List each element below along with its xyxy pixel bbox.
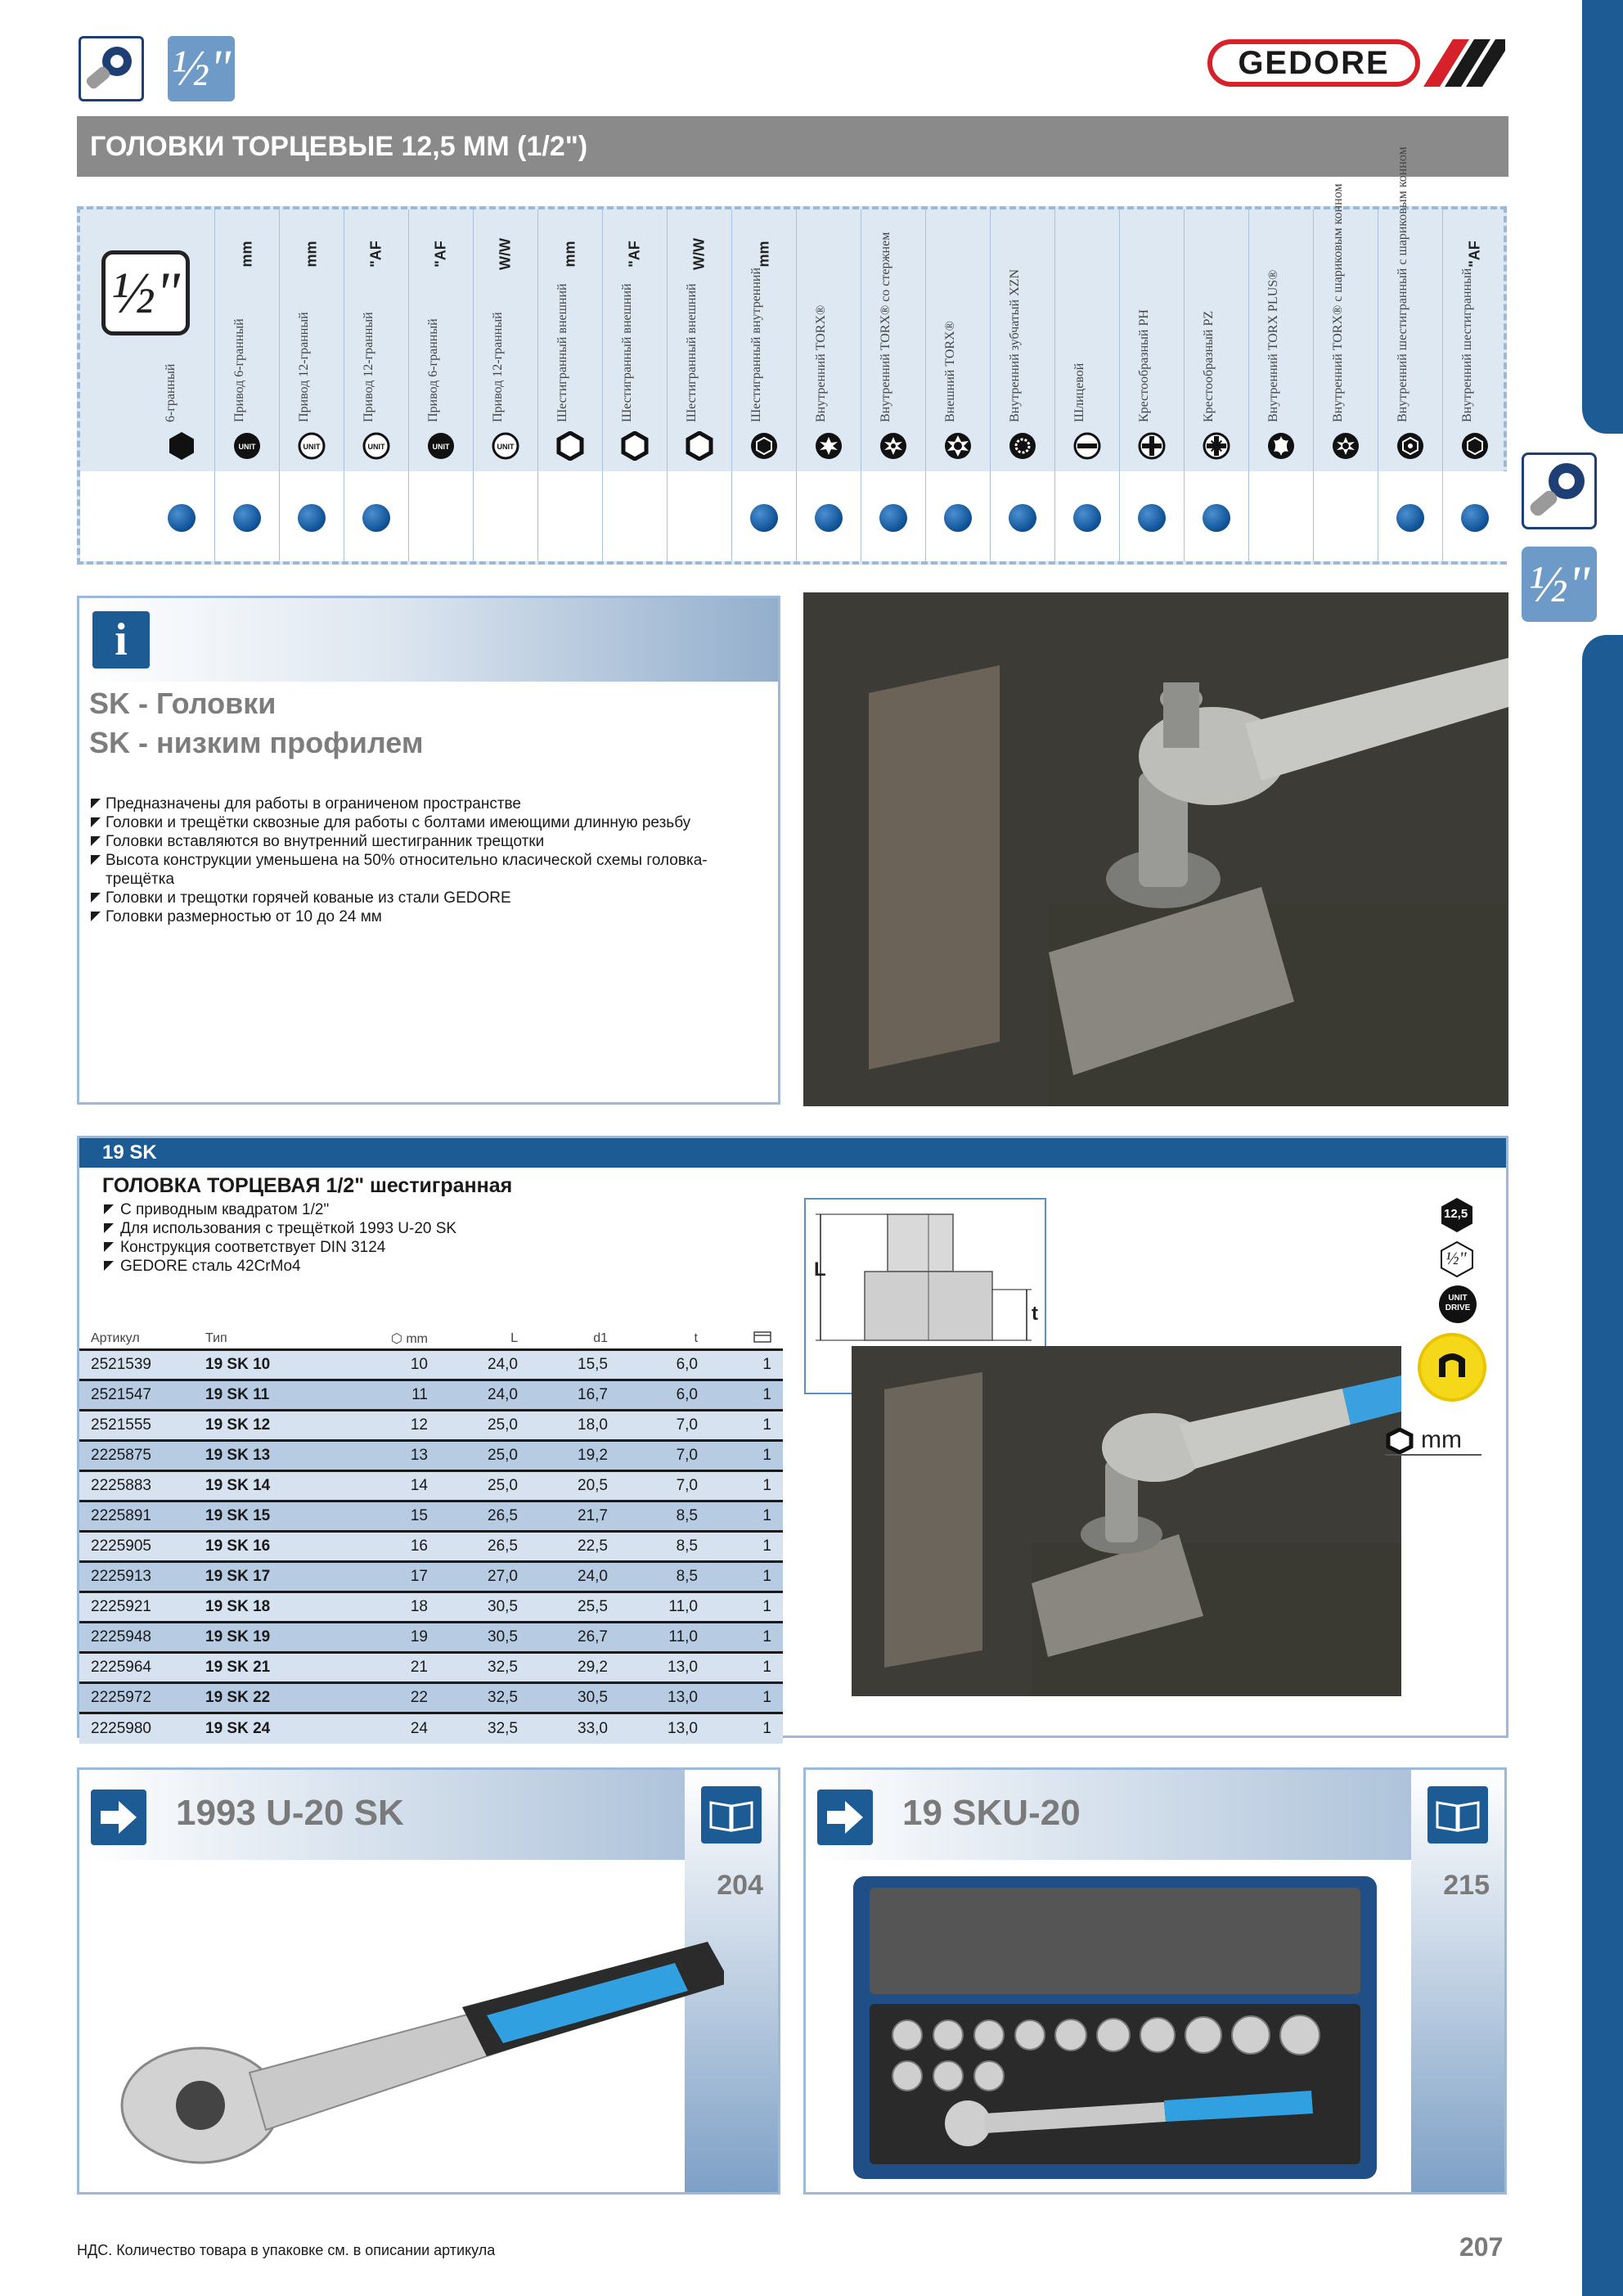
compat-label: Внутренний шестигранный с шариковым конном [1396,146,1409,422]
table-cell: 19 SK 16 [194,1532,357,1562]
gedore-logo: GEDORE [1207,39,1420,87]
table-cell: 2521539 [79,1350,194,1380]
col-depth: t [694,1330,698,1345]
table-cell: 29,2 [529,1653,619,1683]
col-type: Тип [205,1330,227,1345]
gedore-logo-stripes [1423,39,1505,87]
table-header-row [79,1328,783,1350]
compat-column [667,209,731,561]
ratchet-image [102,1925,724,2179]
svg-text:UNIT: UNIT [432,443,450,451]
compat-label: Внутренний TORX® с шариковым конном [1331,183,1345,422]
related-product-card[interactable] [803,1767,1507,2195]
col-length: L [510,1330,518,1345]
available-dot [233,504,261,532]
ratchet-category-icon [79,36,144,101]
table-cell: 19 SK 22 [194,1683,357,1713]
compat-column [925,209,990,561]
product-title: ГОЛОВКА ТОРЦЕВАЯ 1/2" шестигранная [102,1174,513,1197]
table-cell: 1 [709,1501,783,1532]
compat-label: Привод 6-гранный [232,318,246,422]
table-cell: 24 [357,1713,439,1744]
table-cell: 13,0 [619,1713,709,1744]
hex-inner-icon [1459,430,1490,461]
table-cell: 8,5 [619,1501,709,1532]
compat-unit: mm [238,241,255,268]
available-dot [879,504,907,532]
list-item: Для использования с трещёткой 1993 U-20 SK [102,1219,456,1238]
available-dot [1073,504,1101,532]
table-cell: 7,0 [619,1411,709,1441]
catalog-book-icon[interactable] [1427,1786,1488,1844]
table-cell: 20,5 [529,1471,619,1501]
table-cell: 30,5 [439,1592,529,1623]
col-diameter: d1 [593,1330,608,1345]
table-cell: 19 SK 18 [194,1592,357,1623]
table-cell: 2521555 [79,1411,194,1441]
unit-drive-outline-icon [490,430,521,461]
table-cell: 26,5 [439,1532,529,1562]
table-cell: 1 [709,1592,783,1623]
spec-table [79,1328,783,1744]
unit-drive-outline-icon [361,430,392,461]
compat-label: Внутренний шестигранный [1460,268,1474,422]
table-cell: 7,0 [619,1471,709,1501]
compat-unit: mm [303,241,320,268]
table-cell: 19 SK 11 [194,1380,357,1411]
compat-unit: W/W [497,238,514,270]
compat-column [1119,209,1184,561]
table-cell: 19 SK 19 [194,1623,357,1653]
page-title: ГОЛОВКИ ТОРЦЕВЫЕ 12,5 ММ (1/2") [77,116,1508,177]
compat-column [1248,209,1313,561]
table-cell: 19 SK 12 [194,1411,357,1441]
table-cell: 1 [709,1623,783,1653]
table-row [79,1380,783,1411]
table-cell: 2225891 [79,1501,194,1532]
table-cell: 2225964 [79,1653,194,1683]
compat-label: Шестигранный внешний [685,283,699,422]
table-cell: 1 [709,1683,783,1713]
col-size-mm: ⬡ mm [390,1331,428,1346]
compat-label: Привод 12-гранный [491,312,505,422]
compat-label: Привод 6-гранный [426,318,440,422]
table-cell: 18,0 [529,1411,619,1441]
hex-outline-icon [619,430,650,461]
compat-unit: mm [755,241,772,268]
compat-row [668,471,731,561]
available-dot [1203,504,1230,532]
compat-label: Внутренний TORX® со стержнем [879,232,892,422]
related-code[interactable]: 19 SKU-20 [902,1793,1081,1833]
hex-inner-icon [749,430,780,461]
hex-outline-icon [684,430,715,461]
compat-label: Внутренний TORX® [814,304,828,422]
table-cell: 10 [357,1350,439,1380]
table-cell: 32,5 [439,1713,529,1744]
compat-unit: "AF [626,241,643,268]
compat-unit: mm [561,241,578,268]
list-item: С приводным квадратом 1/2" [102,1200,456,1219]
table-cell: 1 [709,1532,783,1562]
torx-pin-icon [878,430,909,461]
table-cell: 1 [709,1562,783,1592]
compat-row [1249,471,1313,561]
info-box [77,596,780,1105]
table-cell: 19,2 [529,1441,619,1471]
table-cell: 1 [709,1380,783,1411]
table-row [79,1623,783,1653]
product-section [77,1136,1508,1738]
table-cell: 25,0 [439,1411,529,1441]
available-dot [944,504,972,532]
available-dot [1396,504,1424,532]
compat-column [990,209,1054,561]
related-page-number[interactable]: 215 [1443,1870,1490,1901]
compat-label: Внутренний TORX PLUS® [1266,269,1280,422]
compat-column [473,209,537,561]
compat-column [214,209,279,561]
table-cell: 19 SK 15 [194,1501,357,1532]
table-cell: 19 SK 14 [194,1471,357,1501]
phillips-icon [1136,430,1167,461]
compat-column [796,209,861,561]
table-cell: 25,0 [439,1471,529,1501]
diagram-label-t: t [1032,1303,1038,1325]
table-cell: 6,0 [619,1350,709,1380]
table-cell: 8,5 [619,1532,709,1562]
table-cell: 26,7 [529,1623,619,1653]
list-item: Высота конструкции уменьшена на 50% относительно класической схемы головка-трещётка [89,851,768,889]
compat-column [861,209,925,561]
table-cell: 13,0 [619,1683,709,1713]
table-cell: 24,0 [529,1562,619,1592]
compat-row [603,471,667,561]
unit-drive-icon [425,430,456,461]
table-row [79,1411,783,1441]
table-cell: 19 SK 24 [194,1713,357,1744]
hex-outline-icon [555,430,586,461]
socket-set-case-image [853,1876,1377,2179]
pozidriv-icon [1201,430,1232,461]
arrow-right-icon[interactable] [91,1790,146,1845]
table-cell: 6,0 [619,1380,709,1411]
table-cell: 2225913 [79,1562,194,1592]
compat-column [344,209,408,561]
table-cell: 1 [709,1653,783,1683]
table-cell: 32,5 [439,1683,529,1713]
compat-unit: "AF [1466,241,1483,268]
table-cell: 27,0 [439,1562,529,1592]
list-item: Головки и трещётки сквозные для работы с болтами имеющими длинную резьбу [89,813,768,832]
compat-label: Привод 12-гранный [297,312,311,422]
table-cell: 2225980 [79,1713,194,1744]
footer-note: НДС. Количество товара в упаковке см. в описании артикула [77,2242,496,2258]
xzn-icon [1007,430,1038,461]
table-cell: 14 [357,1471,439,1501]
list-item: Головки и трещотки горячей кованые из стали GEDORE [89,889,768,907]
list-item: Головки размерностью от 10 до 24 мм [89,907,768,926]
table-cell: 33,0 [529,1713,619,1744]
info-bullet-list [89,795,768,926]
compat-label: Крестообразный PH [1137,309,1151,422]
col-article: Артикул [91,1330,140,1345]
table-cell: 17 [357,1562,439,1592]
ratchet-tab-icon[interactable] [1522,452,1597,529]
torx-ball-icon [1330,430,1361,461]
list-item: Конструкция соответствует DIN 3124 [102,1238,456,1257]
hex-mm-badge: mm [1385,1426,1481,1456]
table-cell: 24,0 [439,1350,529,1380]
compat-column [279,209,344,561]
table-cell: 19 SK 10 [194,1350,357,1380]
half-inch-icon: ½" [168,36,235,101]
table-row [79,1501,783,1532]
table-cell: 1 [709,1713,783,1744]
svg-text:UNIT: UNIT [367,443,385,451]
available-dot [298,504,326,532]
table-cell: 24,0 [439,1380,529,1411]
compat-label: Внутренний зубчатый XZN [1008,269,1022,422]
table-cell: 13 [357,1441,439,1471]
table-cell: 1 [709,1471,783,1501]
table-cell: 2225905 [79,1532,194,1562]
compat-label: 6-гранный [164,363,178,422]
compat-row [1314,471,1378,561]
table-cell: 11,0 [619,1592,709,1623]
diagram-label-l: L [814,1258,826,1281]
table-row [79,1683,783,1713]
compat-column [537,209,602,561]
table-cell: 1 [709,1441,783,1471]
table-cell: 25,5 [529,1592,619,1623]
info-subheading: SK - низким профилем [89,726,424,759]
unit-drive-icon [232,430,263,461]
table-cell: 26,5 [439,1501,529,1532]
table-cell: 1 [709,1350,783,1380]
table-cell: 2521547 [79,1380,194,1411]
compat-column [1442,209,1507,561]
available-dot [750,504,778,532]
table-cell: 15,5 [529,1350,619,1380]
table-cell: 25,0 [439,1441,529,1471]
table-cell: 22 [357,1683,439,1713]
compat-row [538,471,602,561]
table-cell: 21,7 [529,1501,619,1532]
table-cell: 19 SK 21 [194,1653,357,1683]
half-inch-tab[interactable]: ½" [1522,547,1597,622]
col-pack-icon [709,1328,783,1350]
half-inch-badge: ½" [1439,1241,1475,1277]
table-cell: 21 [357,1653,439,1683]
compat-label: Привод 12-гранный [362,312,375,422]
size-12-5-badge: 12,5 [1439,1197,1475,1233]
info-heading: SK - Головки [89,687,276,720]
application-photo [803,592,1508,1106]
table-cell: 30,5 [439,1623,529,1653]
catalog-book-icon[interactable] [701,1786,762,1844]
info-header-band [79,598,778,682]
related-product-card[interactable] [77,1767,780,2195]
torx-plus-icon [1266,430,1297,461]
compat-unit: W/W [690,238,708,270]
table-row [79,1653,783,1683]
table-cell: 2225948 [79,1623,194,1653]
compat-label: Шестигранный внешний [620,283,634,422]
table-row [79,1562,783,1592]
available-dot [362,504,390,532]
hex-icon [166,430,197,461]
list-item: GEDORE сталь 42CrMo4 [102,1257,456,1276]
table-cell: 12 [357,1411,439,1441]
info-icon: i [92,611,150,669]
compat-label: Крестообразный PZ [1202,310,1216,422]
table-cell: 22,5 [529,1532,619,1562]
table-cell: 19 SK 17 [194,1562,357,1592]
compat-label: Внешний TORX® [943,321,957,422]
compat-row [409,471,473,561]
table-row [79,1471,783,1501]
related-page-number[interactable]: 204 [717,1870,763,1901]
product-code-bar: 19 SK [79,1138,1506,1168]
torx-outline-icon [942,430,973,461]
product-photo [852,1346,1401,1696]
table-row [79,1713,783,1744]
svg-text:UNIT: UNIT [303,443,321,451]
compat-column [408,209,473,561]
table-row [79,1441,783,1471]
available-dot [1138,504,1166,532]
product-bullet-list [102,1200,456,1276]
unit-drive-outline-icon [296,430,327,461]
table-cell: 2225972 [79,1683,194,1713]
hex-ball-icon [1395,430,1426,461]
table-row [79,1592,783,1623]
table-cell: 11,0 [619,1623,709,1653]
arrow-right-icon[interactable] [817,1790,873,1845]
compat-row [474,471,537,561]
table-row [79,1532,783,1562]
compat-column [602,209,667,561]
compat-label: Шлицевой [1072,362,1086,422]
table-cell: 16 [357,1532,439,1562]
side-tab-bar-lower [1582,635,1623,2296]
side-tab-bar [1582,0,1623,434]
table-cell: 11 [357,1380,439,1411]
table-cell: 2225921 [79,1592,194,1623]
table-cell: 2225883 [79,1471,194,1501]
svg-text:UNIT: UNIT [238,443,256,451]
available-dot [1009,504,1036,532]
available-dot [1461,504,1489,532]
compat-label: Шестигранный внешний [555,283,569,422]
list-item: Предназначены для работы в ограниченом пространстве [89,795,768,813]
table-cell: 30,5 [529,1683,619,1713]
table-cell: 2225875 [79,1441,194,1471]
table-cell: 7,0 [619,1441,709,1471]
compat-column [1184,209,1248,561]
slot-icon [1072,430,1103,461]
half-inch-large-icon: ½" [101,250,190,335]
compat-column [80,209,214,561]
available-dot [168,504,196,532]
table-cell: 19 SK 13 [194,1441,357,1471]
hex-mm-icon: ⬡ [390,1331,407,1346]
table-cell: 32,5 [439,1653,529,1683]
table-row [79,1350,783,1380]
compat-unit: "AF [432,241,449,268]
compat-unit: "AF [367,241,384,268]
torx-icon [813,430,844,461]
compat-label: Шестигранный внутренний [749,267,763,422]
available-dot [815,504,843,532]
card-header-band [806,1770,1411,1860]
table-cell: 13,0 [619,1653,709,1683]
table-cell: 8,5 [619,1562,709,1592]
table-cell: 1 [709,1411,783,1441]
compat-column [731,209,796,561]
table-cell: 16,7 [529,1380,619,1411]
list-item: Головки вставляются во внутренний шестигранник трещотки [89,832,768,851]
table-cell: 19 [357,1623,439,1653]
page-number: 207 [1459,2232,1504,2262]
compat-column [1054,209,1119,561]
svg-text:UNIT: UNIT [497,443,515,451]
unit-drive-badge: UNIT DRIVE [1439,1285,1477,1323]
socket-type-badge [1418,1333,1486,1402]
compat-column [1378,146,1442,561]
related-code[interactable]: 1993 U-20 SK [176,1793,404,1833]
table-cell: 18 [357,1592,439,1623]
table-cell: 15 [357,1501,439,1532]
compat-column [1313,183,1378,561]
